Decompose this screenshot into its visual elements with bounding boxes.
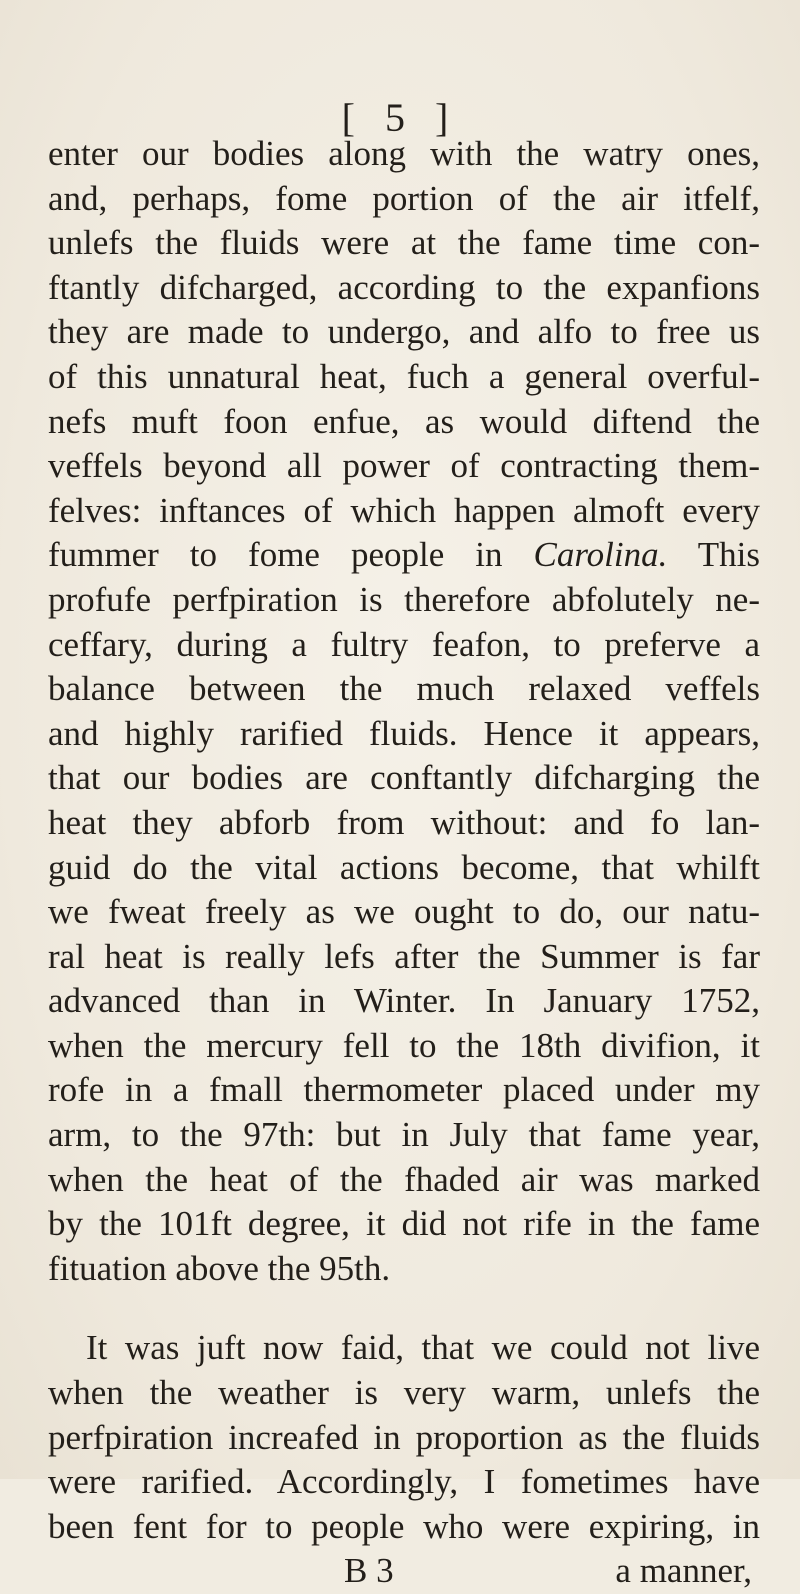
text-line: nefs muft foon enfue, as would diftend the [48, 401, 760, 441]
text-line: and, perhaps, fome portion of the air itfelf, [48, 178, 760, 218]
text-line: we fweat freely as we ought to do, our natu- [48, 892, 760, 932]
text-line [48, 533, 760, 578]
text-line: It was juft now faid, that we could not live [86, 1328, 760, 1368]
text-segment: fummer to fome people in [48, 535, 503, 575]
catchword: a manner, [615, 1551, 752, 1591]
text-line: heat they abforb from without: and fo lan- [48, 802, 760, 842]
text-line: been fent for to people who were expiring, in [48, 1506, 760, 1546]
text-line: were rarified. Accordingly, I fometimes have [48, 1462, 760, 1502]
text-segment: This [697, 535, 761, 575]
text-line: arm, to the 97th: but in July that fame year, [48, 1115, 760, 1155]
text-line: felves: inftances of which happen almoft every [48, 490, 760, 530]
page-number: [ 5 ] [341, 95, 459, 140]
text-line: guid do the vital actions become, that whilft [48, 847, 760, 887]
text-line: ral heat is really lefs after the Summer is far [48, 936, 760, 976]
text-line: rofe in a fmall thermometer placed under my [48, 1070, 760, 1110]
text-line: balance between the much relaxed veffels [48, 669, 760, 709]
text-line: and highly rarified fluids. Hence it appears, [48, 713, 760, 753]
text-line: of this unnatural heat, fuch a general overful- [48, 356, 760, 396]
text-line: that our bodies are conftantly difcharging the [48, 758, 760, 798]
text-line: veffels beyond all power of contracting them- [48, 446, 760, 486]
text-line: enter our bodies along with the watry ones, [48, 134, 760, 173]
text-line: ftantly difcharged, according to the expanfions [48, 267, 760, 307]
text-line: when the mercury fell to the 18th divifion, it [48, 1025, 760, 1065]
body-text [48, 132, 760, 1594]
text-line: advanced than in Winter. In January 1752, [48, 981, 760, 1021]
text-line: by the 101ft degree, it did not rife in the fame [48, 1204, 760, 1244]
text-line: perfpiration increafed in proportion as the fluids [48, 1417, 760, 1457]
text-line: unlefs the fluids were at the fame time con- [48, 223, 760, 263]
text-line: when the heat of the fhaded air was marked [48, 1159, 760, 1199]
text-line: fituation above the 95th. [48, 1248, 391, 1288]
signature-mark: B 3 [344, 1551, 394, 1591]
text-line: when the weather is very warm, unlefs the [48, 1373, 760, 1413]
paragraph-gap [48, 1291, 760, 1326]
text-line: ceffary, during a fultry feafon, to preferve a [48, 624, 760, 664]
text-line: they are made to undergo, and alfo to free us [48, 312, 760, 352]
signature-line [48, 1549, 760, 1594]
text-line: profufe perfpiration is therefore abfolutely ne- [48, 579, 760, 619]
italic-place-name: Carolina. [533, 535, 668, 575]
